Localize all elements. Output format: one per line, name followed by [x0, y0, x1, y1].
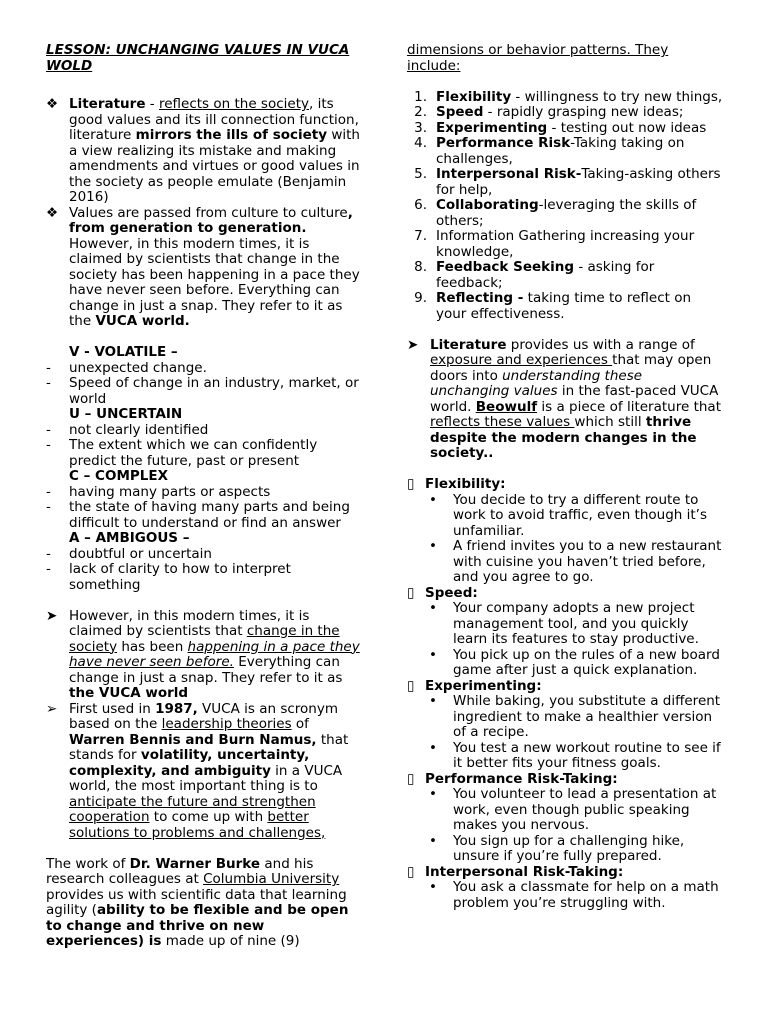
box-bullet-icon: ▯: [407, 677, 415, 694]
vuca-complex: C – COMPLEX - having many parts or aspects - the state of having many parts and being difficult to understand or find an answer: [46, 468, 350, 531]
box-bullet-icon: ▯: [407, 863, 415, 880]
list-item: • You decide to try a different route to work to avoid traffic, even though it’s unfamiliar.: [407, 493, 725, 540]
dimensions-list: [407, 90, 725, 323]
arrow-bullet-icon: ➤: [46, 607, 58, 624]
list-item: • You volunteer to lead a presentation at work, even though public speaking makes you nervous.: [407, 787, 725, 834]
left-column: [46, 43, 364, 950]
list-item: • While baking, you substitute a different ingredient to make a healthier version of a recipe.: [407, 694, 725, 741]
list-item: 1. Flexibility - willingness to try new things,: [414, 88, 723, 105]
box-bullet-icon: ▯: [407, 584, 415, 601]
list-item: • You sign up for a challenging hike, unsure if you’re fully prepared.: [407, 834, 725, 865]
list-item: 3. Experimenting - testing out now ideas: [414, 119, 707, 136]
examples-performance-risk: ▯ Performance Risk-Taking: • You volunteer to lead a presentation at work, even though public speaking makes you nervous. • You sign up for a challenging hike, unsure if you’re fully prepared.: [407, 772, 725, 865]
chevron-bullet-icon: ➢: [46, 700, 58, 717]
literature-bullet: ❖ Literature - reflects on the society, its good values and its ill connection function, literature mirrors the ills of society with a view realizing its mistake and making amendments and virtues or good values in the society as people emulate (Benjamin 2016): [46, 96, 360, 205]
list-item: 5. Interpersonal Risk-Taking-asking others for help,: [414, 166, 721, 198]
list-item: • A friend invites you to a new restaurant with cuisine you haven’t tried before, and you agree to go.: [407, 539, 725, 586]
vuca-uncertain: U – UNCERTAIN - not clearly identified - The extent which we can confidently predict the future, past or present: [46, 406, 318, 469]
examples-interpersonal-risk: ▯ Interpersonal Risk-Taking: • You ask a classmate for help on a math problem you’re struggling with.: [407, 865, 725, 912]
examples-speed: ▯ Speed: • Your company adopts a new project management tool, and you quickly learn its features to stay productive. • You pick up on the rules of a new board game after just a quick explanation.: [407, 586, 725, 679]
however-bullet: ➤ However, in this modern times, it is claimed by scientists that change in the society has been happening in a pace they have never seen before. Everything can change in just a snap. They refer to it as the VUCA world: [46, 607, 360, 701]
diamond-bullet-icon: ❖: [46, 96, 59, 112]
diamond-bullet-icon: ❖: [46, 204, 59, 221]
arrow-bullet-icon: ➤: [407, 336, 419, 353]
box-bullet-icon: ▯: [407, 476, 415, 492]
list-item: 7. Information Gathering increasing your knowledge,: [414, 228, 695, 260]
list-item: 6. Collaborating-leveraging the skills of others;: [414, 197, 697, 229]
lesson-title: LESSON: UNCHANGING VALUES IN VUCA WOLD: [46, 42, 350, 74]
vuca-ambiguous: A – AMBIGOUS – - doubtful or uncertain - lack of clarity to how to interpret something: [46, 530, 291, 593]
list-item: 9. Reflecting - taking time to reflect on your effectiveness.: [414, 290, 692, 322]
vuca-volatile: V - VOLATILE – - unexpected change. - Speed of change in an industry, market, or world: [46, 344, 359, 407]
list-item: 8. Feedback Seeking - asking for feedback;: [414, 259, 655, 291]
work-paragraph: The work of Dr. Warner Burke and his research colleagues at Columbia University provides us with scientific data that learning agility (ability to be flexible and be open to change and thrive on new experiences) is made up of nine (9): [46, 855, 349, 949]
list-item: • You ask a classmate for help on a math problem you’re struggling with.: [407, 880, 725, 911]
work-paragraph-continued: dimensions or behavior patterns. They include:: [407, 42, 669, 74]
box-bullet-icon: ▯: [407, 770, 415, 787]
list-item: • Your company adopts a new project management tool, and you quickly learn its features to stay productive.: [407, 601, 725, 648]
values-bullet: ❖ Values are passed from culture to culture, from generation to generation. However, in this modern times, it is claimed by scientists that change in the society has been happening in a pace they have never seen before. Everything can change in just a snap. They refer to it as the VUCA world.: [46, 204, 360, 329]
list-item: 4. Performance Risk-Taking taking on challenges,: [414, 135, 685, 167]
list-item: 2. Speed - rapidly grasping new ideas;: [414, 104, 684, 120]
list-item: • You pick up on the rules of a new board game after just a quick explanation.: [407, 648, 725, 679]
examples-flexibility: ▯ Flexibility: • You decide to try a different route to work to avoid traffic, even though it’s unfamiliar. • A friend invites you to a new restaurant with cuisine you haven’t tried before, and you agree to go.: [407, 477, 725, 586]
right-column: [407, 43, 725, 911]
examples-experimenting: ▯ Experimenting: • While baking, you substitute a different ingredient to make a healthier version of a recipe. • You test a new workout routine to see if it better fits your fitness goals.: [407, 679, 725, 772]
first-used-bullet: ➢ First used in 1987, VUCA is an scronym based on the leadership theories of Warren Bennis and Burn Namus, that stands for volatility, uncertainty, complexity, and ambiguity in a VUCA world, the most important thing is to anticipate the future and strengthen cooperation to come up with better solutions to problems and challenges,: [46, 700, 349, 841]
literature-beowulf-bullet: ➤ Literature provides us with a range of exposure and experiences that may open doors into understanding these unchanging values in the fast-paced VUCA world. Beowulf is a piece of literature that reflects these values which still thrive despite the modern changes in the society..: [407, 336, 721, 461]
list-item: • You test a new workout routine to see if it better fits your fitness goals.: [407, 741, 725, 772]
